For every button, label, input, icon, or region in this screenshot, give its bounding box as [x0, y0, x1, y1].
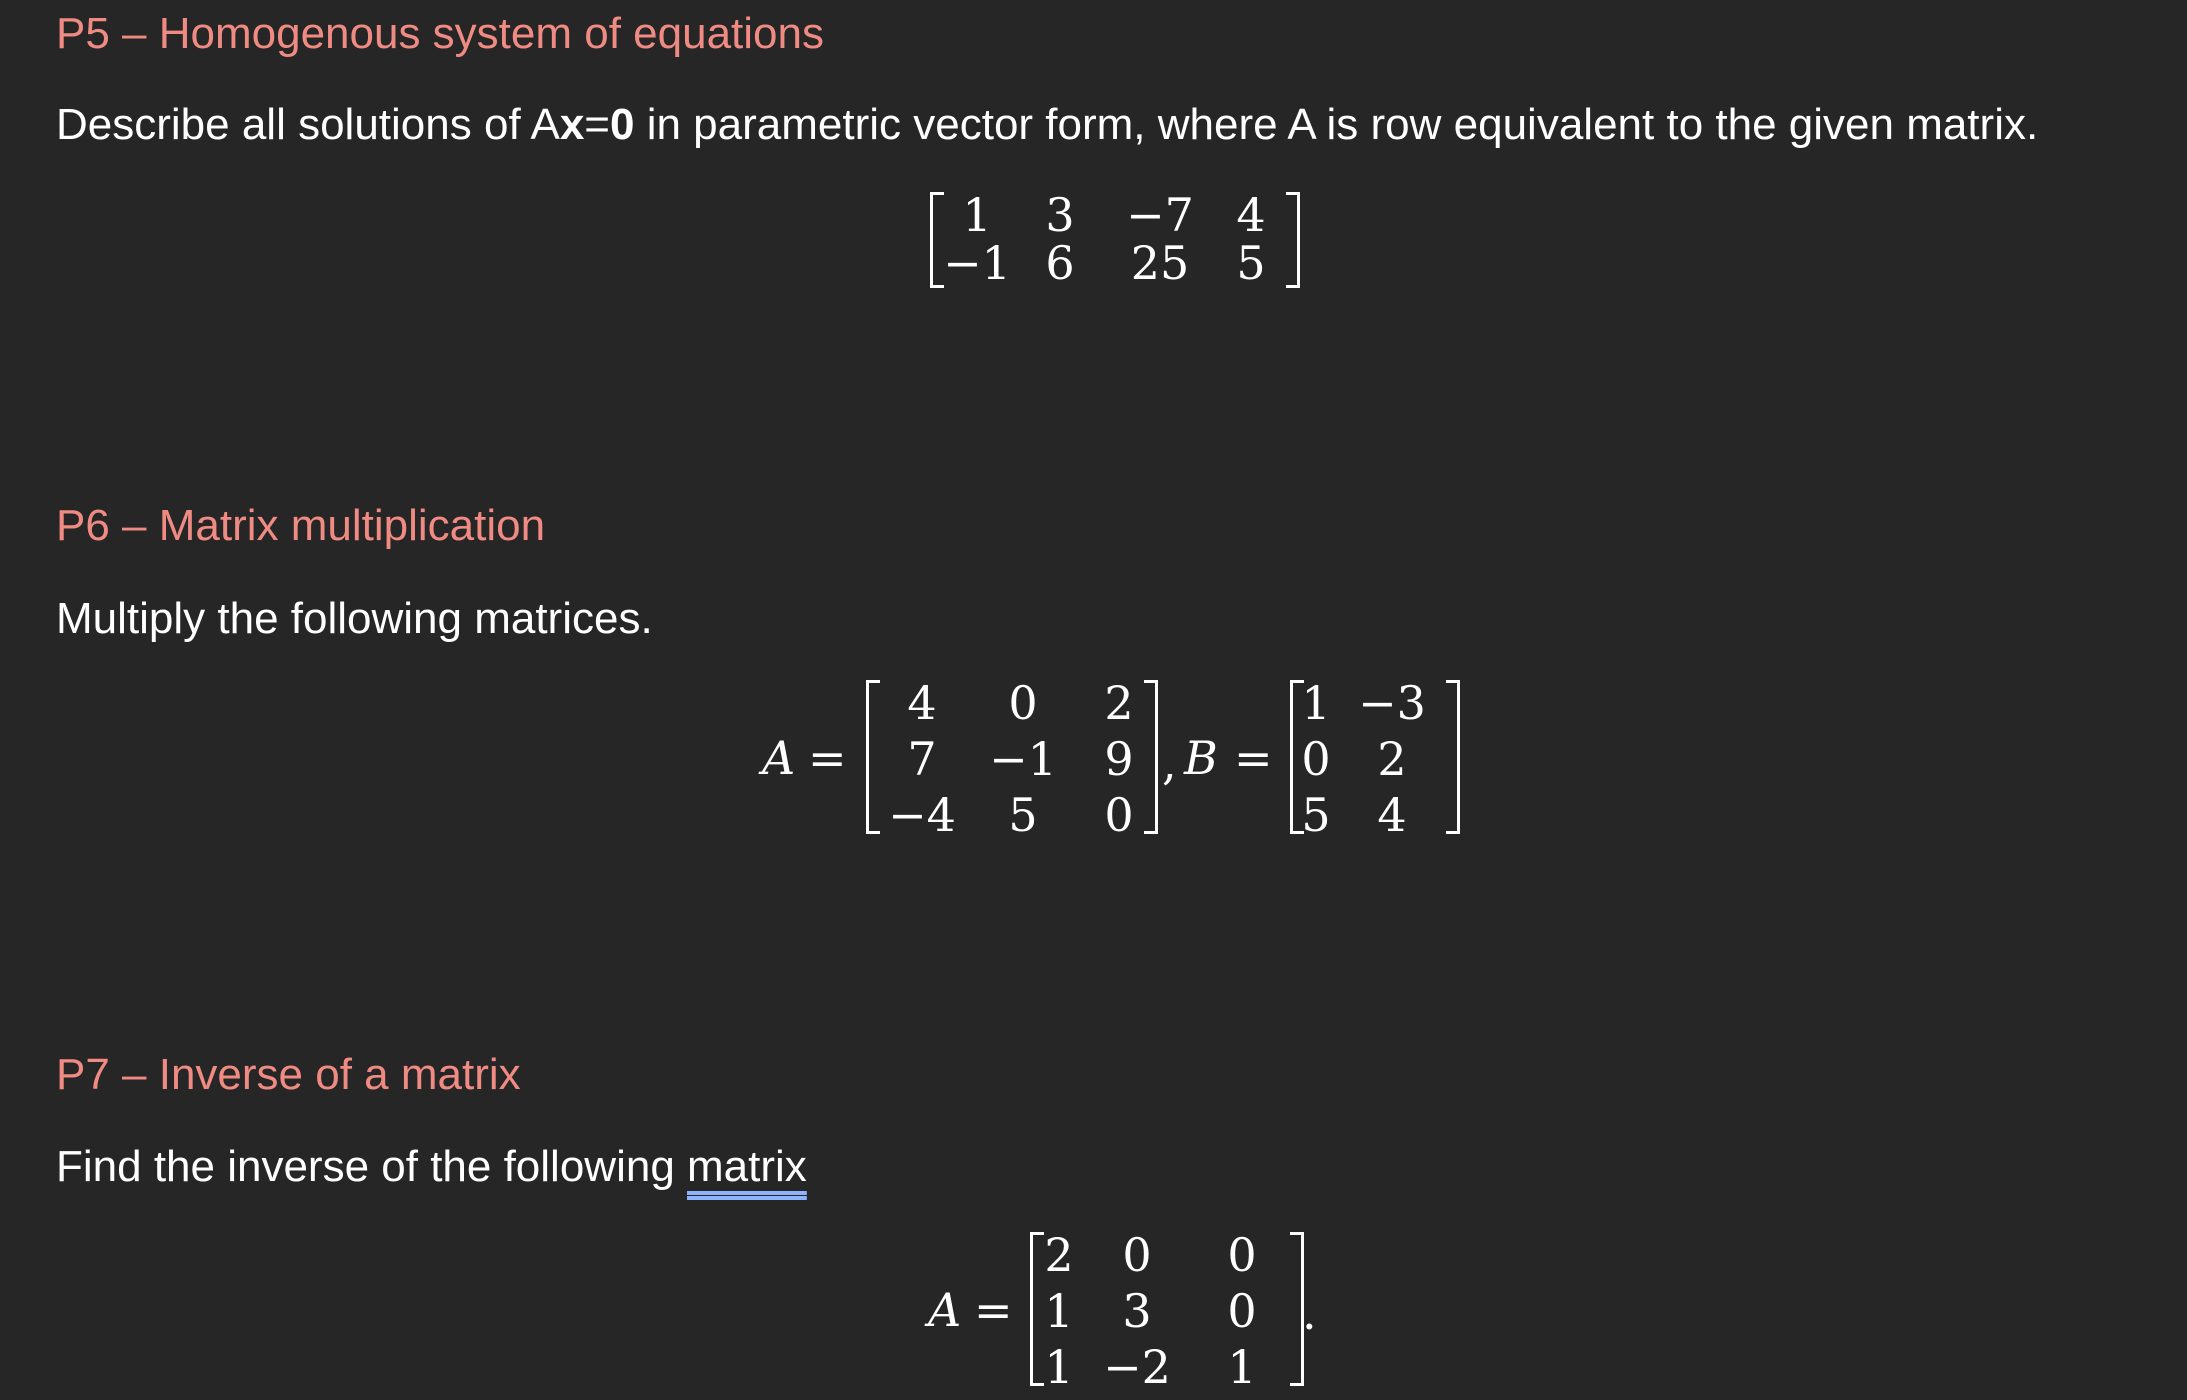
p6-matrix-b-right-bracket: [1446, 680, 1460, 834]
matrix-cell: 6: [1045, 236, 1075, 290]
matrix-cell: 0: [1227, 1284, 1257, 1338]
matrix-cell: −1: [943, 236, 1011, 290]
matrix-cell: 1: [1044, 1340, 1074, 1394]
p5-instruction-x: x: [559, 100, 585, 149]
matrix-cell: 1: [1044, 1284, 1074, 1338]
matrix-cell: 5: [1301, 788, 1331, 842]
p6-instruction: Multiply the following matrices.: [56, 594, 653, 643]
matrix-cell: 2: [1044, 1228, 1074, 1282]
p7-a-label: A: [928, 1283, 962, 1337]
p6-a-equals: =: [808, 731, 847, 785]
matrix-cell: 25: [1130, 236, 1190, 290]
p7-a-equals: =: [974, 1283, 1013, 1337]
matrix-cell: 5: [1008, 788, 1038, 842]
matrix-cell: 0: [1301, 732, 1331, 786]
matrix-cell: 4: [1377, 788, 1407, 842]
p5-matrix-grid: [938, 188, 1286, 290]
p6-a-label: A: [762, 731, 796, 785]
matrix-cell: 2: [1104, 676, 1134, 730]
matrix-cell: 0: [1008, 676, 1038, 730]
p5-instruction-pre: Describe all solutions of A: [56, 100, 560, 149]
matrix-cell: 0: [1227, 1228, 1257, 1282]
matrix-cell: 4: [1236, 188, 1266, 242]
p5-instruction: [56, 100, 2039, 149]
p7-matrix-grid: [1036, 1228, 1292, 1400]
matrix-cell: 3: [1122, 1284, 1152, 1338]
p7-period: .: [1302, 1286, 1317, 1340]
matrix-cell: 1: [962, 188, 992, 242]
p6-b-label: B: [1184, 731, 1218, 785]
p6-comma: ,: [1162, 736, 1177, 790]
p6-matrix-b: [1290, 676, 1460, 842]
matrix-cell: 3: [1045, 188, 1075, 242]
p7-matrix: [1030, 1228, 1304, 1394]
matrix-cell: −4: [888, 788, 956, 842]
p7-heading: P7 – Inverse of a matrix: [56, 1050, 521, 1099]
p6-matrix-b-grid: [1296, 676, 1448, 848]
matrix-cell: 7: [907, 732, 937, 786]
p7-instruction-word: matrix: [687, 1142, 807, 1191]
matrix-cell: 2: [1377, 732, 1407, 786]
matrix-cell: 0: [1122, 1228, 1152, 1282]
matrix-cell: 1: [1301, 676, 1331, 730]
matrix-cell: −2: [1103, 1340, 1171, 1394]
p7-instruction-pre: Find the inverse of the following: [56, 1142, 688, 1191]
p5-matrix-right-bracket: [1286, 192, 1300, 288]
p5-instruction-post: in parametric vector form, where A is row equivalent to the given matrix.: [634, 100, 2039, 149]
matrix-cell: 0: [1104, 788, 1134, 842]
matrix-cell: 4: [907, 676, 937, 730]
p6-b-equals: =: [1234, 731, 1273, 785]
matrix-cell: −7: [1126, 188, 1194, 242]
p5-heading: P5 – Homogenous system of equations: [56, 9, 825, 58]
p5-matrix: [930, 188, 1300, 290]
p7-instruction: [56, 1142, 807, 1191]
matrix-cell: −1: [989, 732, 1057, 786]
p6-matrix-a-grid: [876, 676, 1160, 848]
matrix-cell: 5: [1236, 236, 1266, 290]
matrix-cell: −3: [1358, 676, 1426, 730]
p6-matrix-a: [866, 676, 1158, 842]
matrix-cell: 1: [1227, 1340, 1257, 1394]
p5-instruction-zero: 0: [610, 100, 635, 149]
matrix-cell: 9: [1104, 732, 1134, 786]
p6-heading: P6 – Matrix multiplication: [56, 501, 546, 550]
p5-instruction-eq: =: [584, 100, 610, 149]
